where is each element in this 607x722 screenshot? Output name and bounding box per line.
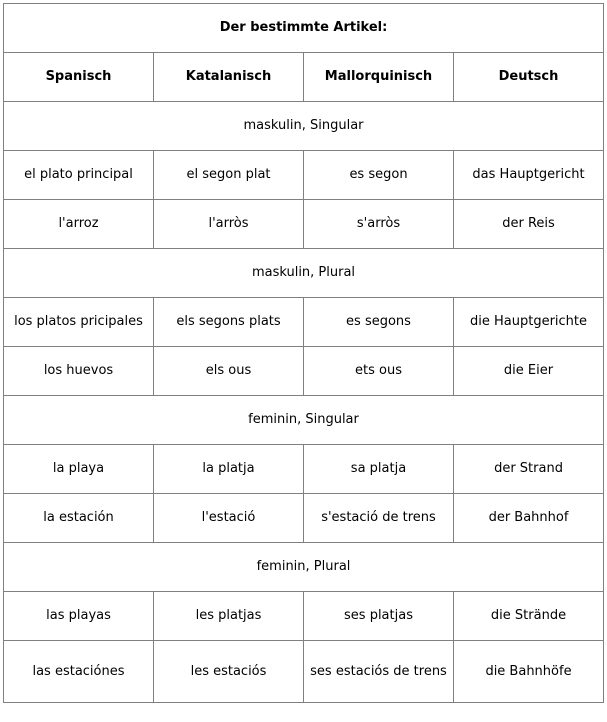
cell-spanisch: la playa [4,445,154,494]
cell-spanisch: l'arroz [4,200,154,249]
header-deutsch: Deutsch [454,53,604,102]
cell-spanisch: la estación [4,494,154,543]
cell-deutsch: der Reis [454,200,604,249]
cell-spanisch: los huevos [4,347,154,396]
article-table [3,3,604,703]
table-row [4,347,604,396]
cell-deutsch: die Eier [454,347,604,396]
cell-katalanisch: els ous [154,347,304,396]
group-label: feminin, Plural [4,543,604,592]
cell-deutsch: der Bahnhof [454,494,604,543]
cell-mallorquinisch: es segons [304,298,454,347]
table-title: Der bestimmte Artikel: [4,4,604,53]
group-row [4,543,604,592]
cell-katalanisch: l'arròs [154,200,304,249]
cell-spanisch: los platos pricipales [4,298,154,347]
header-row [4,53,604,102]
header-mallorquinisch: Mallorquinisch [304,53,454,102]
group-label: feminin, Singular [4,396,604,445]
cell-katalanisch: els segons plats [154,298,304,347]
group-row [4,102,604,151]
cell-katalanisch: la platja [154,445,304,494]
cell-spanisch: las playas [4,592,154,641]
cell-deutsch: die Bahnhöfe [454,641,604,703]
cell-katalanisch: l'estació [154,494,304,543]
header-spanisch: Spanisch [4,53,154,102]
table-row [4,445,604,494]
table-row [4,494,604,543]
cell-mallorquinisch: es segon [304,151,454,200]
table-row [4,298,604,347]
cell-mallorquinisch: ets ous [304,347,454,396]
group-row [4,396,604,445]
table-row [4,641,604,703]
table-row [4,592,604,641]
cell-spanisch: el plato principal [4,151,154,200]
cell-katalanisch: les platjas [154,592,304,641]
group-row [4,249,604,298]
cell-spanisch: las estaciónes [4,641,154,703]
cell-deutsch: der Strand [454,445,604,494]
group-label: maskulin, Singular [4,102,604,151]
cell-deutsch: die Strände [454,592,604,641]
cell-mallorquinisch: ses estaciós de trens [304,641,454,703]
cell-katalanisch: el segon plat [154,151,304,200]
cell-deutsch: die Hauptgerichte [454,298,604,347]
table-row [4,200,604,249]
cell-katalanisch: les estaciós [154,641,304,703]
cell-deutsch: das Hauptgericht [454,151,604,200]
cell-mallorquinisch: ses platjas [304,592,454,641]
cell-mallorquinisch: sa platja [304,445,454,494]
table-row [4,151,604,200]
table-title-row [4,4,604,53]
group-label: maskulin, Plural [4,249,604,298]
cell-mallorquinisch: s'arròs [304,200,454,249]
cell-mallorquinisch: s'estació de trens [304,494,454,543]
header-katalanisch: Katalanisch [154,53,304,102]
